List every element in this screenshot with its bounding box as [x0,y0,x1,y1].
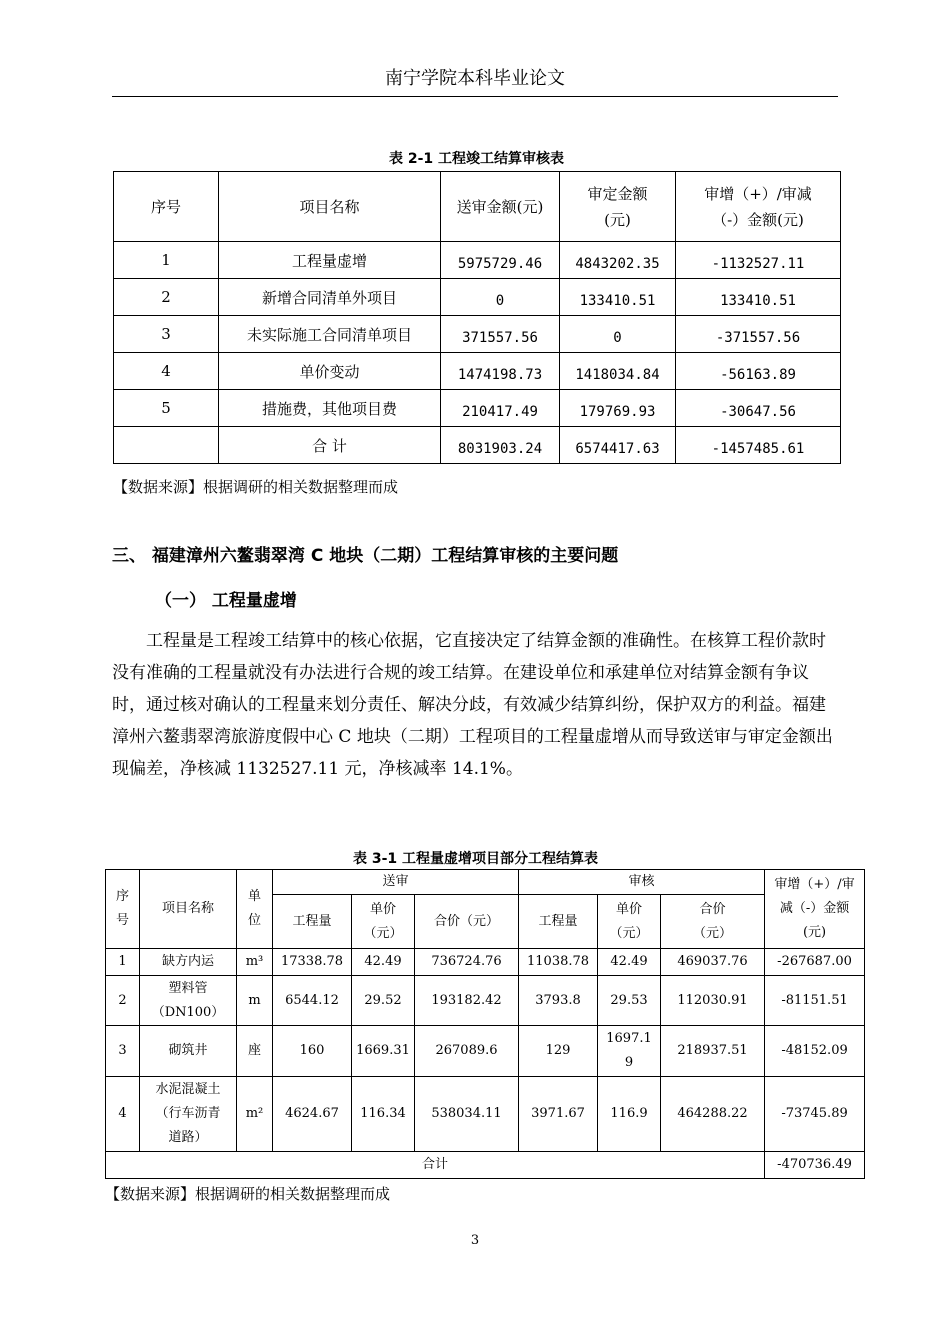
table1-row [114,316,841,353]
table1-cell: 133410.51 [676,279,841,316]
col-total-header: 合价（元） [415,895,519,949]
page-header: 南宁学院本科毕业论文 [112,64,838,97]
table1-cell: 1474198.73 [441,353,560,390]
col-total2-header: 合价 （元） [661,895,765,949]
table1-cell: 4 [114,353,219,390]
table2-cell: -48152.09 [765,1026,865,1077]
table2-cell: 116.34 [352,1077,415,1152]
table2-cell: 1669.31 [352,1026,415,1077]
table1-cell: 371557.56 [441,316,560,353]
col-qty2-header: 工程量 [519,895,598,949]
body-paragraph: 工程量是工程竣工结算中的核心依据，它直接决定了结算金额的准确性。在核算工程价款时没有准确的工程量就没有办法进行合规的竣工结算。在建设单位和承建单位对结算金额有争议时，通过核对确认的工程量来划分责任、解决分歧，有效减少结算纠纷，保护双方的利益。福建漳州六鳌翡翠湾旅游度假中心 C 地块（二期）工程项目的工程量虚增从而导致送审与审定金额出现偏差，净核减 1132527.11 元，净核减率 14.1%。 [112,631,833,779]
table2-cell: 4624.67 [273,1077,352,1152]
table2-cell: 267089.6 [415,1026,519,1077]
table1-caption: 表 2-1 工程竣工结算审核表 [388,151,565,167]
table2-cell: 42.49 [598,949,661,976]
table1-header-cell: 项目名称 [219,172,441,242]
table2-cell: 112030.91 [661,976,765,1026]
table1-cell: 3 [114,316,219,353]
table2-caption: 表 3-1 工程量虚增项目部分工程结算表 [352,851,599,867]
table1-header-cell: 送审金额(元) [441,172,560,242]
page-number: 3 [470,1233,480,1248]
table2-cell: 160 [273,1026,352,1077]
table1-cell: 工程量虚增 [219,242,441,279]
table2-row [106,949,865,976]
table1-cell [114,427,219,464]
col-audit-header: 审核 [519,870,765,895]
table1-row [114,353,841,390]
col-unit-header: 单 位 [237,870,273,949]
table2-cell: 469037.76 [661,949,765,976]
table1-row [114,427,841,464]
table2-cell: 6544.12 [273,976,352,1026]
table1-cell: 133410.51 [560,279,676,316]
col-price-header: 单价 （元） [352,895,415,949]
table2-cell: 1697.1 9 [598,1026,661,1077]
quantity-table [105,869,865,1179]
table2-cell: 736724.76 [415,949,519,976]
table1-cell: 合 计 [219,427,441,464]
col-diff-header: 审增（+）/审 减（-）金额 (元) [765,870,865,949]
table1-header-cell: 序号 [114,172,219,242]
table2-cell: 42.49 [352,949,415,976]
table1-row [114,279,841,316]
table2-cell: 193182.42 [415,976,519,1026]
table2-row [106,1026,865,1077]
table2-cell: -267687.00 [765,949,865,976]
table2-source: 【数据来源】根据调研的相关数据整理而成 [105,1185,391,1203]
subsection-heading: （一） 工程量虚增 [155,591,297,611]
table2-cell: 17338.78 [273,949,352,976]
table2-cell: 塑料管 （DN100） [140,976,237,1026]
col-submit-header: 送审 [273,870,519,895]
table1-cell: 单价变动 [219,353,441,390]
table1-cell: 未实际施工合同清单项目 [219,316,441,353]
table2-cell: 座 [237,1026,273,1077]
table1-cell: 新增合同清单外项目 [219,279,441,316]
table2-cell: 1 [106,949,140,976]
table1-cell: 5 [114,390,219,427]
table2-cell: 29.52 [352,976,415,1026]
col-price2-header: 单价 （元） [598,895,661,949]
col-name-header: 项目名称 [140,870,237,949]
table1-header-cell: 审增（+）/审减 （-）金额(元) [676,172,841,242]
table1-cell: 5975729.46 [441,242,560,279]
table2-row [106,976,865,1026]
table1-cell: 4843202.35 [560,242,676,279]
table2-cell: -81151.51 [765,976,865,1026]
table2-cell: 4 [106,1077,140,1152]
table2-cell: 缺方内运 [140,949,237,976]
section-heading: 三、 福建漳州六鳌翡翠湾 C 地块（二期）工程结算审核的主要问题 [112,546,619,566]
table1-cell: 8031903.24 [441,427,560,464]
table2-cell: 砌筑井 [140,1026,237,1077]
table1-cell: 6574417.63 [560,427,676,464]
table1-cell: -371557.56 [676,316,841,353]
audit-table [113,171,841,464]
table2-cell: 3793.8 [519,976,598,1026]
table2-cell: 116.9 [598,1077,661,1152]
table2-cell: 218937.51 [661,1026,765,1077]
table2-cell: m [237,976,273,1026]
table1-cell: 210417.49 [441,390,560,427]
table1-cell: -1457485.61 [676,427,841,464]
table2-cell: m² [237,1077,273,1152]
col-seq-header: 序 号 [106,870,140,949]
table1-header-cell: 审定金额 (元) [560,172,676,242]
table1-cell: -56163.89 [676,353,841,390]
table2-cell: 水泥混凝土 （行车沥青 道路） [140,1077,237,1152]
table2-cell: m³ [237,949,273,976]
table2-cell: 11038.78 [519,949,598,976]
table1-cell: 2 [114,279,219,316]
table1-source: 【数据来源】根据调研的相关数据整理而成 [113,478,399,496]
col-qty-header: 工程量 [273,895,352,949]
table1-cell: 0 [441,279,560,316]
table1-row [114,390,841,427]
table1-cell: 179769.93 [560,390,676,427]
total-value: -470736.49 [765,1152,865,1179]
table2-row [106,1077,865,1152]
table2-cell: 3971.67 [519,1077,598,1152]
table1-cell: -30647.56 [676,390,841,427]
table1-cell: -1132527.11 [676,242,841,279]
table1-row [114,242,841,279]
table1-cell: 1 [114,242,219,279]
table2-cell: 3 [106,1026,140,1077]
table2-cell: 129 [519,1026,598,1077]
table2-cell: 538034.11 [415,1077,519,1152]
table2-cell: 464288.22 [661,1077,765,1152]
table2-cell: -73745.89 [765,1077,865,1152]
table1-cell: 1418034.84 [560,353,676,390]
total-label: 合计 [106,1152,765,1179]
table1-cell: 措施费，其他项目费 [219,390,441,427]
table2-cell: 2 [106,976,140,1026]
table1-cell: 0 [560,316,676,353]
table2-cell: 29.53 [598,976,661,1026]
